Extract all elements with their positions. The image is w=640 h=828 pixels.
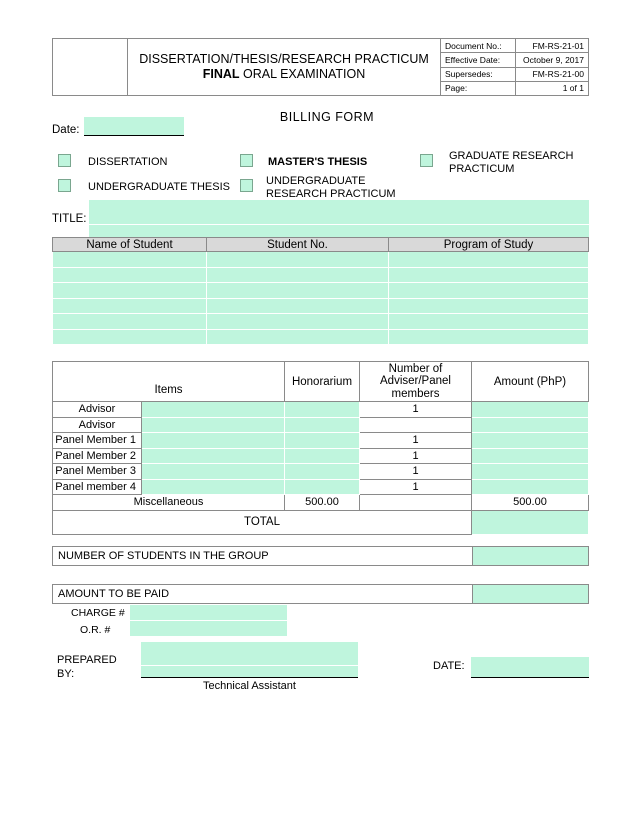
misc-honorarium: 500.00: [285, 495, 360, 511]
page-label: Page:: [441, 81, 516, 95]
student-program-field[interactable]: [389, 298, 589, 314]
amount-to-pay-box: [52, 584, 589, 604]
dissertation-label: DISSERTATION: [88, 156, 168, 168]
item-row: [53, 448, 589, 464]
item-honorarium-field[interactable]: [285, 402, 360, 418]
item-honorarium-field[interactable]: [285, 433, 360, 449]
item-row: [53, 433, 589, 449]
item-amount-field[interactable]: [472, 417, 589, 433]
item-honorarium-field[interactable]: [285, 417, 360, 433]
header-title-line1: DISSERTATION/THESIS/RESEARCH PRACTICUM: [139, 52, 429, 66]
title-field-line1[interactable]: [89, 200, 589, 224]
header-title-cell: [128, 39, 441, 96]
title-field-line2[interactable]: [89, 225, 589, 237]
col-name-of-student: Name of Student: [53, 238, 207, 252]
student-name-field[interactable]: [53, 283, 207, 299]
item-name-field[interactable]: [142, 433, 285, 449]
effective-date-label: Effective Date:: [441, 53, 516, 67]
page-value: 1 of 1: [516, 81, 589, 95]
student-program-field[interactable]: [389, 267, 589, 283]
student-name-field[interactable]: [53, 267, 207, 283]
student-row: [53, 314, 589, 330]
undergraduate-research-line1: UNDERGRADUATE: [266, 175, 366, 187]
prepared-by-line1: PREPARED: [57, 654, 117, 666]
col-honorarium: Honorarium: [285, 362, 360, 402]
item-count: 1: [360, 433, 472, 449]
document-header: [52, 38, 589, 96]
col-student-no: Student No.: [207, 238, 389, 252]
item-honorarium-field[interactable]: [285, 464, 360, 480]
charge-label: CHARGE #: [71, 607, 125, 619]
num-students-box: [52, 546, 589, 566]
undergraduate-research-line2: RESEARCH PRACTICUM: [266, 188, 396, 200]
date-field[interactable]: [84, 117, 184, 136]
item-label: Panel Member 2: [53, 448, 142, 464]
item-label: Panel Member 3: [53, 464, 142, 480]
header-title-bold: FINAL: [202, 67, 240, 81]
col-program-of-study: Program of Study: [389, 238, 589, 252]
item-row: [53, 417, 589, 433]
dissertation-checkbox[interactable]: [58, 154, 71, 167]
item-row: [53, 402, 589, 418]
or-label: O.R. #: [80, 624, 111, 636]
date-label: Date:: [52, 124, 80, 136]
prepared-by-label: [57, 653, 117, 681]
item-label: Advisor: [53, 402, 142, 418]
item-count: [360, 417, 472, 433]
prepared-by-field[interactable]: [141, 666, 358, 678]
total-label: TOTAL: [53, 510, 472, 534]
graduate-research-label: [449, 150, 573, 176]
misc-amount: 500.00: [472, 495, 589, 511]
student-no-field[interactable]: [207, 283, 389, 299]
student-name-field[interactable]: [53, 329, 207, 345]
masters-thesis-checkbox[interactable]: [240, 154, 253, 167]
or-field[interactable]: [130, 621, 287, 636]
student-row: [53, 283, 589, 299]
doc-no-value: FM-RS-21-01: [516, 39, 589, 53]
student-name-field[interactable]: [53, 298, 207, 314]
amount-to-pay-label: AMOUNT TO BE PAID: [58, 588, 170, 600]
date-field-2[interactable]: [471, 657, 589, 678]
item-honorarium-field[interactable]: [285, 448, 360, 464]
misc-label: Miscellaneous: [53, 495, 285, 511]
undergraduate-thesis-label: UNDERGRADUATE THESIS: [88, 181, 231, 193]
undergraduate-thesis-checkbox[interactable]: [58, 179, 71, 192]
form-title: BILLING FORM: [279, 110, 375, 124]
total-amount-field[interactable]: [472, 510, 589, 534]
charge-field[interactable]: [130, 605, 287, 620]
student-row: [53, 252, 589, 268]
student-program-field[interactable]: [389, 252, 589, 268]
date-label-2: DATE:: [433, 660, 465, 672]
student-name-field[interactable]: [53, 252, 207, 268]
col-number-line1: Number of: [388, 362, 443, 375]
item-row: [53, 479, 589, 495]
graduate-research-checkbox[interactable]: [420, 154, 433, 167]
students-table: [52, 237, 589, 345]
title-label: TITLE:: [52, 213, 87, 225]
supersedes-label: Supersedes:: [441, 67, 516, 81]
item-count: 1: [360, 402, 472, 418]
student-program-field[interactable]: [389, 329, 589, 345]
header-title-rest: ORAL EXAMINATION: [239, 67, 366, 81]
item-amount-field[interactable]: [472, 464, 589, 480]
items-header-row: [53, 362, 589, 402]
masters-thesis-label: MASTER'S THESIS: [268, 156, 368, 168]
total-row: [53, 510, 589, 534]
misc-count: [360, 495, 472, 511]
col-items: Items: [53, 362, 285, 402]
graduate-research-line2: PRACTICUM: [449, 163, 515, 175]
prepared-role: Technical Assistant: [203, 680, 296, 692]
item-amount-field[interactable]: [472, 479, 589, 495]
student-no-field[interactable]: [207, 314, 389, 330]
item-count: 1: [360, 464, 472, 480]
prepared-by-line2: BY:: [57, 668, 75, 680]
student-no-field[interactable]: [207, 329, 389, 345]
item-amount-field[interactable]: [472, 448, 589, 464]
student-program-field[interactable]: [389, 283, 589, 299]
student-row: [53, 267, 589, 283]
student-row: [53, 298, 589, 314]
item-name-field[interactable]: [142, 479, 285, 495]
students-header-row: [53, 238, 589, 252]
num-students-field[interactable]: [472, 547, 588, 565]
effective-date-value: October 9, 2017: [516, 53, 589, 67]
student-row: [53, 329, 589, 345]
items-table: [52, 361, 589, 535]
student-program-field[interactable]: [389, 314, 589, 330]
col-amount: Amount (PhP): [472, 362, 589, 402]
doc-no-label: Document No.:: [441, 39, 516, 53]
item-name-field[interactable]: [142, 464, 285, 480]
undergraduate-research-checkbox[interactable]: [240, 179, 253, 192]
header-title-line2: [128, 67, 440, 82]
graduate-research-line1: GRADUATE RESEARCH: [449, 150, 574, 162]
prepared-by-field-top[interactable]: [141, 642, 358, 665]
item-amount-field[interactable]: [472, 433, 589, 449]
item-name-field[interactable]: [142, 417, 285, 433]
logo-cell: [53, 39, 128, 96]
undergraduate-research-label: [266, 175, 396, 201]
item-label: Panel member 4: [53, 479, 142, 495]
col-number-of-members: [360, 362, 472, 402]
item-count: 1: [360, 479, 472, 495]
col-number-line3: members: [391, 387, 440, 400]
student-no-field[interactable]: [207, 298, 389, 314]
item-label: Advisor: [53, 417, 142, 433]
student-no-field[interactable]: [207, 252, 389, 268]
student-no-field[interactable]: [207, 267, 389, 283]
item-name-field[interactable]: [142, 402, 285, 418]
misc-row: [53, 495, 589, 511]
supersedes-value: FM-RS-21-00: [516, 67, 589, 81]
col-number-line2: Adviser/Panel: [380, 375, 451, 388]
num-students-label: NUMBER OF STUDENTS IN THE GROUP: [58, 550, 269, 562]
item-name-field[interactable]: [142, 448, 285, 464]
item-amount-field[interactable]: [472, 402, 589, 418]
item-label: Panel Member 1: [53, 433, 142, 449]
amount-to-pay-field[interactable]: [472, 585, 588, 603]
student-name-field[interactable]: [53, 314, 207, 330]
item-row: [53, 464, 589, 480]
item-honorarium-field[interactable]: [285, 479, 360, 495]
item-count: 1: [360, 448, 472, 464]
